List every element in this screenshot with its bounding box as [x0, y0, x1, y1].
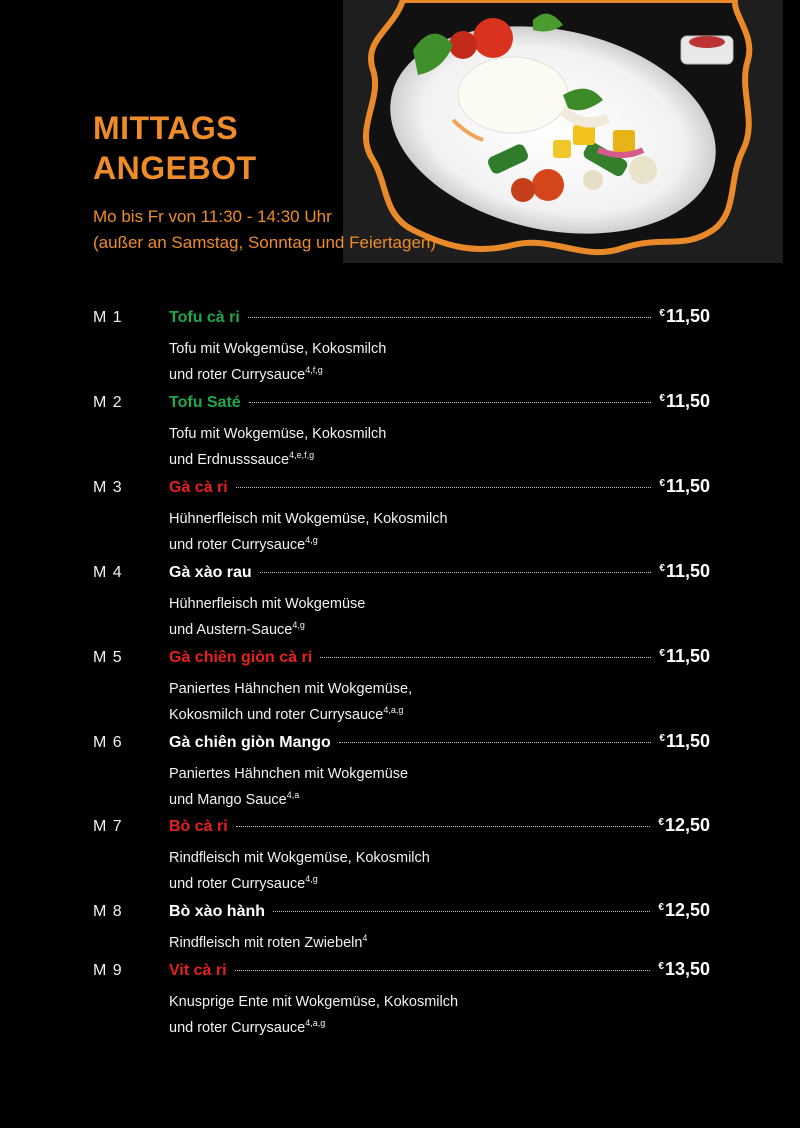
description-text: Rindfleisch mit roten Zwiebeln: [169, 935, 363, 951]
description-text: und roter Currysauce: [169, 1020, 306, 1036]
dotted-leader: [249, 402, 652, 403]
menu-item: [93, 731, 710, 813]
menu-item: [93, 391, 710, 473]
menu-item-header: [93, 476, 710, 506]
item-code: M 2: [93, 394, 123, 411]
price-value: 12,50: [664, 900, 710, 920]
description-text: und roter Currysauce: [169, 537, 306, 553]
currency-symbol: €: [659, 648, 665, 659]
item-name: Tofu Saté: [169, 394, 241, 411]
menu-item: [93, 306, 710, 388]
allergen-codes: 4,a,g: [305, 1018, 326, 1028]
item-price: [659, 731, 710, 752]
item-description: [169, 930, 710, 956]
description-line: [169, 532, 710, 558]
rice: [458, 57, 568, 133]
item-price: [658, 815, 710, 836]
menu-item-header: [93, 561, 710, 591]
dotted-leader: [236, 826, 651, 827]
dotted-leader: [235, 970, 651, 971]
description-text: und Erdnusssauce: [169, 452, 290, 468]
item-name: Gà xào rau: [169, 564, 252, 581]
hours-note: (außer an Samstag, Sonntag und Feiertagen): [93, 233, 437, 252]
description-line: [169, 787, 710, 813]
opening-hours: [93, 204, 436, 256]
currency-symbol: €: [659, 393, 665, 404]
item-name: Gà chiên giòn cà ri: [169, 649, 313, 666]
menu-item-header: [93, 731, 710, 761]
currency-symbol: €: [659, 478, 665, 489]
currency-symbol: €: [658, 902, 664, 913]
price-value: 11,50: [665, 306, 710, 326]
item-description: [169, 591, 710, 643]
currency-symbol: €: [659, 563, 665, 574]
description-line: [169, 930, 710, 956]
item-description: [169, 845, 710, 897]
currency-symbol: €: [658, 961, 664, 972]
currency-symbol: €: [659, 733, 665, 744]
item-name: Tofu cà ri: [169, 309, 240, 326]
menu-item: [93, 959, 710, 1041]
menu-item: [93, 900, 710, 956]
item-name: Bò cà ri: [169, 818, 228, 835]
page-title: [93, 108, 257, 188]
allergen-codes: 4: [362, 933, 368, 943]
description-line: [169, 362, 710, 388]
price-value: 11,50: [665, 646, 710, 666]
title-line-1: MITTAGS: [93, 110, 239, 146]
description-line: Rindfleisch mit Wokgemüse, Kokosmilch: [169, 850, 430, 866]
allergen-codes: 4,g: [305, 535, 318, 545]
item-code: M 5: [93, 649, 123, 666]
allergen-codes: 4,f,g: [305, 365, 323, 375]
menu-item: [93, 646, 710, 728]
item-price: [658, 959, 710, 980]
description-line: Paniertes Hähnchen mit Wokgemüse: [169, 766, 409, 782]
menu-item: [93, 815, 710, 897]
description-line: Tofu mit Wokgemüse, Kokosmilch: [169, 341, 387, 357]
title-line-2: ANGEBOT: [93, 150, 257, 186]
description-line: [169, 871, 710, 897]
price-value: 11,50: [665, 731, 710, 751]
description-line: Knusprige Ente mit Wokgemüse, Kokosmilch: [169, 994, 459, 1010]
menu-item-header: [93, 306, 710, 336]
item-price: [659, 391, 710, 412]
allergen-codes: 4,g: [305, 874, 318, 884]
dotted-leader: [320, 657, 651, 658]
description-line: Tofu mit Wokgemüse, Kokosmilch: [169, 426, 387, 442]
description-line: Hühnerfleisch mit Wokgemüse, Kokosmilch: [169, 511, 448, 527]
item-code: M 3: [93, 479, 123, 496]
item-description: [169, 421, 710, 473]
item-code: M 9: [93, 962, 123, 979]
dotted-leader: [273, 911, 650, 912]
item-name: Gà cà ri: [169, 479, 228, 496]
item-name: Bò xào hành: [169, 903, 266, 920]
description-text: und roter Currysauce: [169, 367, 306, 383]
item-price: [659, 476, 710, 497]
dotted-leader: [260, 572, 652, 573]
allergen-codes: 4,g: [292, 620, 305, 630]
description-text: und Mango Sauce: [169, 792, 287, 808]
menu-item-header: [93, 646, 710, 676]
allergen-codes: 4,a,g: [383, 705, 404, 715]
menu-item-header: [93, 900, 710, 930]
dotted-leader: [248, 317, 652, 318]
price-value: 12,50: [664, 815, 710, 835]
allergen-codes: 4,e,f,g: [289, 450, 315, 460]
item-description: [169, 506, 710, 558]
item-code: M 1: [93, 309, 123, 326]
description-text: und Austern-Sauce: [169, 622, 293, 638]
description-line: Paniertes Hähnchen mit Wokgemüse,: [169, 681, 413, 697]
dotted-leader: [339, 742, 652, 743]
item-code: M 4: [93, 564, 123, 581]
price-value: 11,50: [665, 391, 710, 411]
currency-symbol: €: [659, 308, 665, 319]
menu-item-header: [93, 391, 710, 421]
hours-text: Mo bis Fr von 11:30 - 14:30 Uhr: [93, 207, 332, 226]
currency-symbol: €: [658, 817, 664, 828]
item-description: [169, 989, 710, 1041]
item-code: M 8: [93, 903, 123, 920]
description-line: [169, 617, 710, 643]
menu-item-header: [93, 959, 710, 989]
item-price: [659, 561, 710, 582]
allergen-codes: 4,a: [286, 790, 300, 800]
description-line: Hühnerfleisch mit Wokgemüse: [169, 596, 366, 612]
price-value: 11,50: [665, 561, 710, 581]
menu-item: [93, 476, 710, 558]
item-code: M 6: [93, 734, 123, 751]
item-description: [169, 761, 710, 813]
description-line: [169, 447, 710, 473]
item-price: [659, 646, 710, 667]
item-price: [658, 900, 710, 921]
item-description: [169, 676, 710, 728]
item-name: Gà chiên giòn Mango: [169, 734, 331, 751]
item-code: M 7: [93, 818, 123, 835]
description-text: Kokosmilch und roter Currysauce: [169, 707, 384, 723]
item-price: [659, 306, 710, 327]
menu-item: [93, 561, 710, 643]
item-description: [169, 336, 710, 388]
menu-item-header: [93, 815, 710, 845]
description-line: [169, 1015, 710, 1041]
description-text: und roter Currysauce: [169, 876, 306, 892]
item-name: Vit cà ri: [169, 962, 227, 979]
price-value: 13,50: [664, 959, 710, 979]
dotted-leader: [236, 487, 652, 488]
price-value: 11,50: [665, 476, 710, 496]
description-line: [169, 702, 710, 728]
